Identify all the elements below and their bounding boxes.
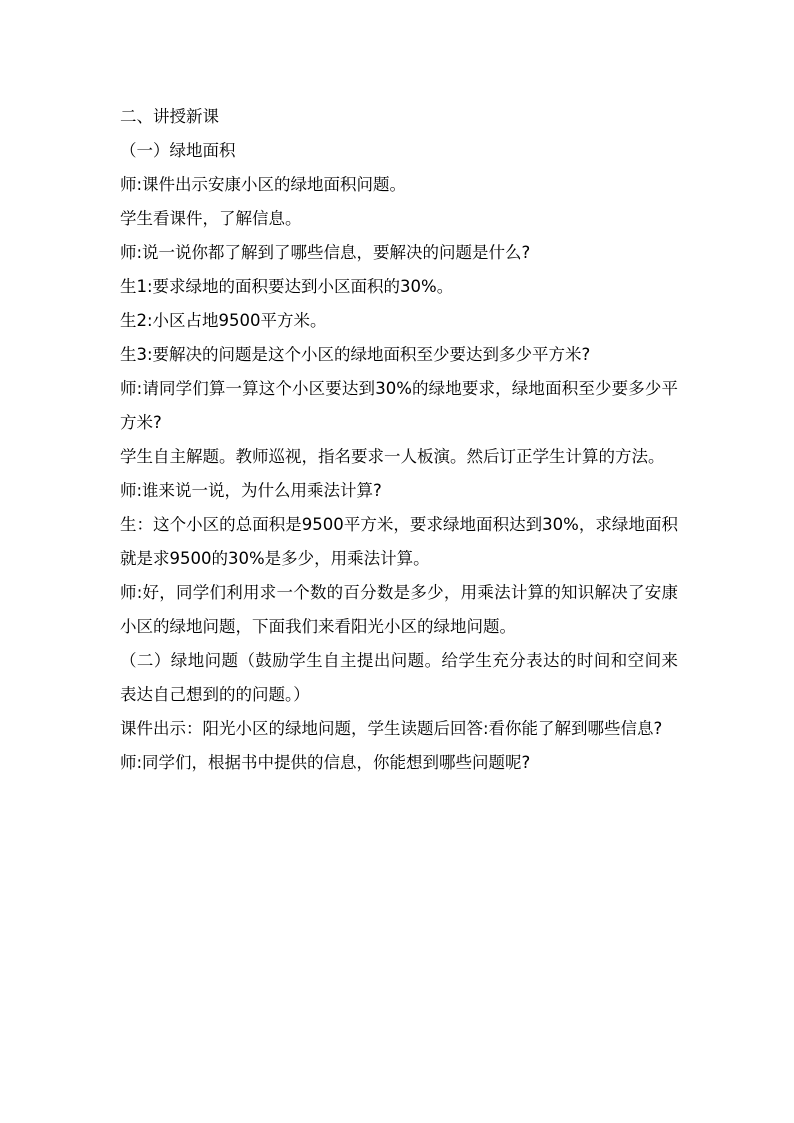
document-body: [120, 100, 678, 780]
paragraph: 师:请同学们算一算这个小区要达到30%的绿地要求，绿地面积至少要多少平方米?: [120, 379, 678, 432]
paragraph: 师:好，同学们利用求一个数的百分数是多少，用乘法计算的知识解决了安康小区的绿地问题，下面我们来看阳光小区的绿地问题。: [120, 583, 678, 636]
paragraph: 生1:要求绿地的面积要达到小区面积的30%。: [120, 277, 454, 296]
paragraph: 学生自主解题。教师巡视，指名要求一人板演。然后订正学生计算的方法。: [120, 447, 665, 466]
paragraph: 课件出示：阳光小区的绿地问题，学生读题后回答:看你能了解到哪些信息?: [120, 719, 663, 738]
paragraph: 生：这个小区的总面积是9500平方米，要求绿地面积达到30%，求绿地面积就是求9500的30%是多少，用乘法计算。: [120, 515, 678, 568]
subsection-heading-green-area: （一）绿地面积: [120, 141, 236, 160]
paragraph: 师:同学们，根据书中提供的信息，你能想到哪些问题呢?: [120, 753, 531, 772]
subsection-heading-green-problem: （二）绿地问题（鼓励学生自主提出问题。给学生充分表达的时间和空间来表达自己想到的的问题。）: [120, 651, 678, 704]
paragraph: 师:说一说你都了解到了哪些信息，要解决的问题是什么?: [120, 243, 531, 262]
paragraph: 师:课件出示安康小区的绿地面积问题。: [120, 175, 407, 194]
paragraph: 师:谁来说一说，为什么用乘法计算?: [120, 481, 382, 500]
paragraph: 生2:小区占地9500平方米。: [120, 311, 327, 330]
paragraph: 学生看课件，了解信息。: [120, 209, 302, 228]
section-heading: 二、讲授新课: [120, 107, 219, 126]
paragraph: 生3:要解决的问题是这个小区的绿地面积至少要达到多少平方米?: [120, 345, 591, 364]
